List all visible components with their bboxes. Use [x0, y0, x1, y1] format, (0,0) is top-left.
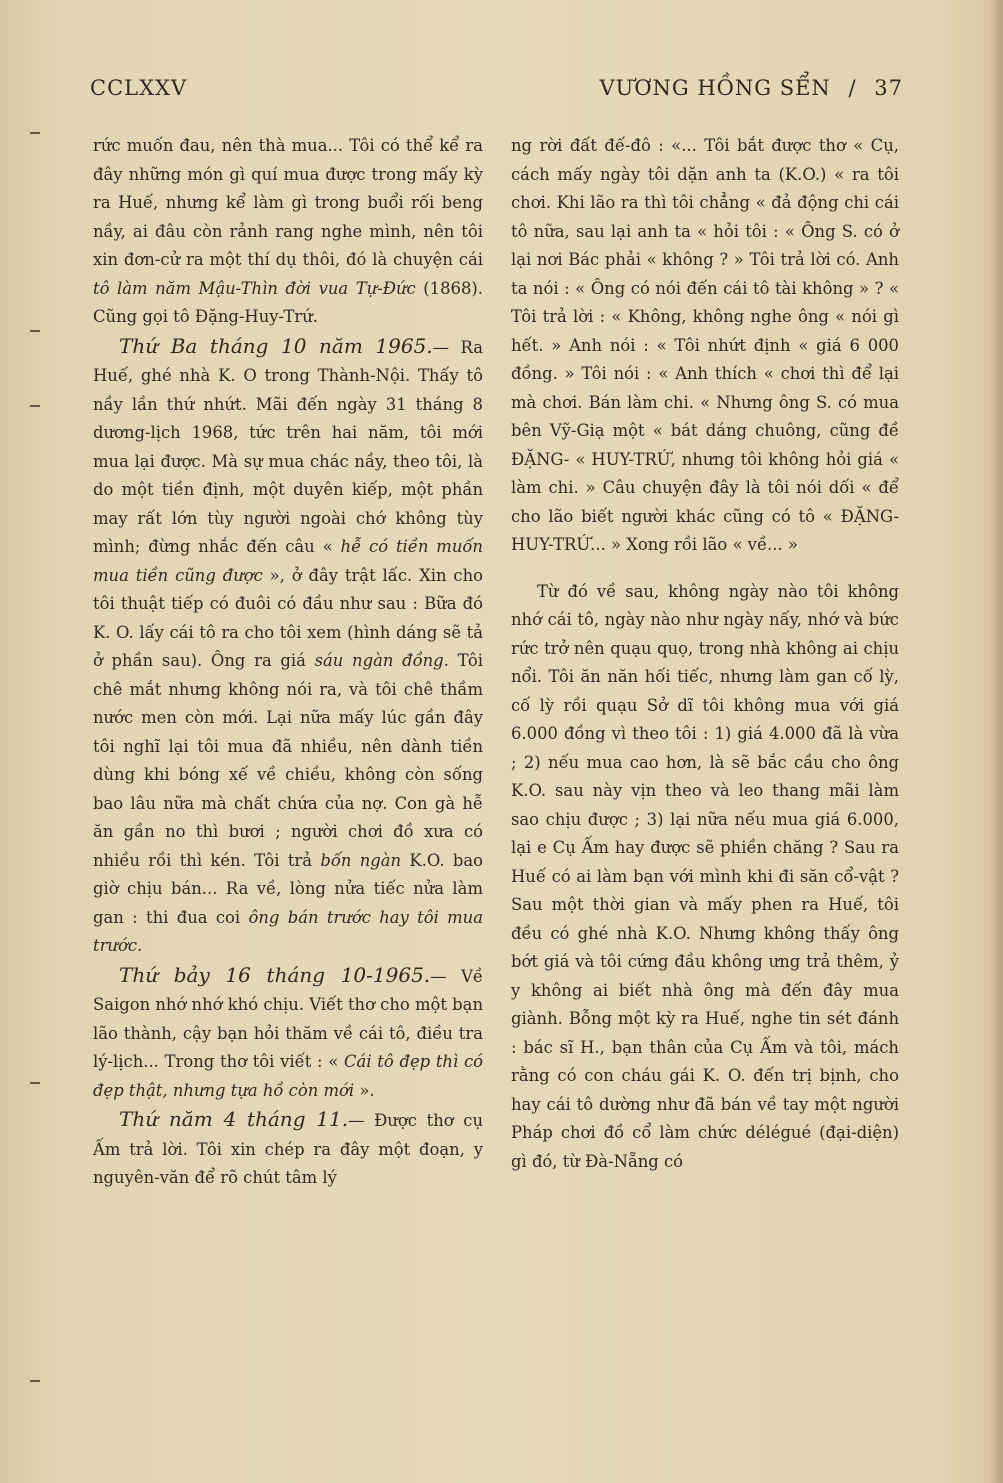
paragraph — [93, 132, 483, 332]
entry-date: Thứ Ba tháng 10 năm 1965. — [119, 333, 433, 358]
page-number: 37 — [874, 76, 903, 100]
diary-entry — [93, 961, 483, 1106]
author-name: VƯƠNG HỒNG SỂN — [599, 76, 831, 100]
paragraph-text: K.O. bao giờ chịu bán... Ra về, lòng nửa tiếc nửa làm gan : thi đua coi — [93, 850, 483, 927]
italic-phrase: hễ có tiền muốn mua tiền cũng được — [93, 537, 483, 585]
right-column — [511, 132, 899, 1176]
margin-mark — [30, 405, 40, 407]
paragraph-text: (1868). Cũng gọi tô Đặng-Huy-Trứ. — [93, 278, 483, 326]
quoted-letter: ng rời đất đế-đô : «... Tôi bắt được thơ « Cụ, cách mấy ngày tôi dặn anh ta (K.O.) « ra tôi chơi. Khi lão ra thì tôi chẳng « đả động chi cái tô nữa, sau lại anh ta « hỏi tôi : « Ông S. có ở lại nơi Bác phải « không ? » Tôi trả lời có. Anh ta nói : « Ông có nói đến cái tô tài không » ? « Tôi trả lời : « Không, không nghe ông « nói gì hết. » Anh nói : « Tôi nhứt định « giá 6 000 đồng. » Tôi nói : « Anh thích « chơi thì để lại mà chơi. Bán làm chi. « Nhưng ông S. có mua bên Vỹ-Giạ một « bát dáng chuông, cũng đề ĐẶNG- « HUY-TRỨ, nhưng tôi không hỏi giá « làm chi. » Câu chuyện đây là tôi nói dối « để cho lão biết người khác cũng có tô « ĐẶNG-HUY-TRỨ... » Xong rồi lão « về... » — [511, 136, 899, 554]
margin-mark — [30, 330, 40, 332]
running-head — [599, 76, 903, 100]
italic-phrase: Cái tô đẹp thì có đẹp thật, nhưng tựa hồ còn mới — [93, 1052, 483, 1100]
diary-entry — [93, 332, 483, 961]
italic-phrase: ông bán trước hay tôi mua trước. — [93, 907, 484, 955]
italic-phrase: bốn ngàn — [320, 850, 402, 870]
diary-entry — [93, 1105, 483, 1193]
paragraph-text: ». — [359, 1080, 375, 1100]
left-column — [93, 132, 483, 1193]
paragraph-text: rức muốn đau, nên thà mua... Tôi có thể kể ra đây những món gì quí mua được trong mấy kỳ ra Huế, nhưng kể làm gì trong buổi rối beng nầy, ai đâu còn rảnh rang nghe mình, nên tôi xin đơn-cử ra một thí dụ thôi, đó là chuyện cái — [93, 136, 483, 269]
paragraph-text: », ở đây trật lấc. Xin cho tôi thuật tiếp có đuôi có đầu như sau : Bữa đó K. O. lấy cái tô ra cho tôi xem (hình dáng sẽ tả ở phần sau). Ông ra giá — [93, 565, 483, 670]
section-marker: CCLXXV — [90, 76, 188, 100]
header-separator: / — [848, 76, 857, 100]
paragraph-text: — Được thơ cụ Ấm trả lời. Tôi xin chép ra đây một đoạn, y nguyên-văn để rõ chút tâm lý — [93, 1111, 483, 1187]
margin-mark — [30, 1082, 40, 1084]
italic-phrase: sáu ngàn đồng — [314, 651, 444, 670]
page-header — [90, 76, 903, 112]
paragraph-text: — Về Saigon nhớ nhớ khó chịu. Viết thơ cho một bạn lão thành, cậy bạn hỏi thăm về cái tô, điều tra lý-lịch... Trong thơ tôi viết : « — [93, 966, 484, 1071]
paragraph-text: . Tôi chê mắt nhưng không nói ra, và tôi chê thầm nước men còn mới. Lại nữa mấy lúc gần đây tôi nghĩ lại tôi mua đã nhiều, nên dành tiền dùng khi bóng xế về chiều, không còn sống bao lâu nữa mà chất chứa của nợ. Con gà hễ ăn gần no thì bươi ; người chơi đồ xưa có nhiều rồi thì kén. Tôi trả — [93, 651, 483, 870]
paragraph-text: — Ra Huế, ghé nhà K. O trong Thành-Nội. Thấy tô nầy lần thứ nhứt. Mãi đến ngày 31 tháng 8 dương-lịch 1968, tức trên hai năm, tôi mới mua lại được. Mà sự mua chác nầy, theo tôi, là do một tiền định, một duyên kiếp, một phần may rất lớn tùy người ngoài chớ không tùy mình; đừng nhắc đến câu « — [93, 337, 483, 556]
italic-phrase: tô làm năm Mậu-Thìn đời vua Tự-Đức — [93, 278, 416, 298]
entry-date: Thứ năm 4 tháng 11. — [119, 1107, 349, 1131]
margin-mark — [30, 1380, 40, 1382]
paragraph: Từ đó về sau, không ngày nào tôi không nhớ cái tô, ngày nào như ngày nấy, nhớ và bức rức trở nên quạu quọ, trong nhà không ai chịu nổi. Tôi ăn năn hối tiếc, nhưng làm gan cố lỳ, cố lỳ rồi quạu Sở dĩ tôi không mua với giá 6.000 đồng vì theo tôi : 1) giá 4.000 đã là vừa ; 2) nếu mua cao hơn, là sẽ bắc cầu cho ông K.O. sau này vịn theo và leo thang mãi làm sao chịu được ; 3) lại nữa nếu mua giá 6.000, lại e Cụ Ấm hay được sẽ phiền chăng ? Sau ra Huế có ai làm bạn với mình khi đi săn cổ-vật ? Sau một thời gian và mấy phen ra Huế, tôi đều có ghé nhà K.O. Nhưng không thấy ông bớt giá và tôi cứng đầu không ưng trả thêm, ỷ y không ai biết nhà ông mà đến đây mua giành. Bỗng một kỳ ra Huế, nghe tin sét đánh : bác sĩ H., bạn thân của Cụ Ấm và tôi, mách rằng có con cháu gái K. O. đến trị bịnh, cho hay cái tô dường như đã bán về tay một người Pháp chơi đồ cổ làm chức délégué (đại-diện) gì đó, từ Đà-Nẵng có — [511, 581, 899, 1171]
margin-mark — [30, 132, 40, 134]
page-edge-shadow — [989, 0, 1003, 1483]
entry-date: Thứ bảy 16 tháng 10-1965. — [119, 962, 431, 987]
